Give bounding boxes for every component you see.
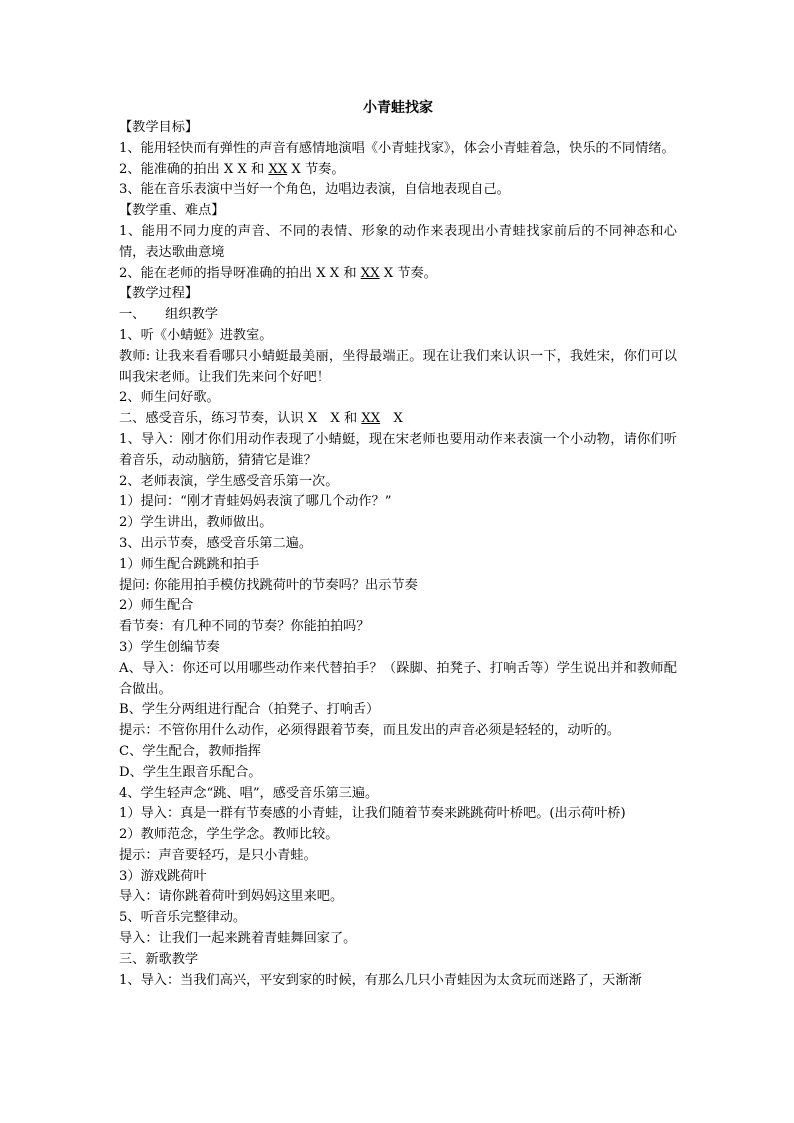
- process-line: D、学生生跟音乐配合。: [119, 764, 262, 780]
- key-point-2-text-a: 2、能在老师的指导呀准确的拍出 X X 和: [119, 265, 361, 281]
- process-line: 看节奏：有几种不同的节奏？你能拍拍吗？: [119, 619, 370, 635]
- goal-1: 1、能用轻快而有弹性的声音有感情地演唱《小青蛙找家》，体会小青蛙着急，快乐的不同情绪。: [119, 140, 675, 156]
- section-heading-key-points: 【教学重、难点】: [119, 203, 225, 219]
- goal-2-text-b: X 节奏。: [287, 161, 345, 177]
- goal-2-underlined: XX: [268, 161, 288, 177]
- process-line: 提示：声音要轻巧，是只小青蛙。: [119, 847, 317, 863]
- key-point-2: [119, 264, 677, 285]
- process-line: 1、导入：当我们高兴，平安到家的时候，有那么几只小青蛙因为太贪玩而迷路了，天渐渐: [119, 972, 642, 988]
- section-heading-process: 【教学过程】: [119, 286, 199, 302]
- key-point-2-underlined: XX: [360, 265, 380, 281]
- section-heading-goals: 【教学目标】: [119, 120, 199, 135]
- process-line: 2）学生讲出，教师做出。: [119, 515, 273, 531]
- process-line: 2）师生配合: [119, 598, 194, 614]
- process-line: 1）师生配合跳跳和拍手: [119, 556, 260, 572]
- goal-2: [119, 160, 677, 181]
- goal-2-text-a: 2、能准确的拍出 X X 和: [119, 161, 269, 177]
- document-title: 小青蛙找家: [363, 100, 433, 116]
- process-line: 提问: 你能用拍手模仿找跳荷叶的节奏吗？出示节奏: [119, 577, 418, 593]
- process-line: B、学生分两组进行配合（拍凳子、打响舌）: [119, 702, 380, 718]
- process-line: 1）提问：“刚才青蛙妈妈表演了哪几个动作？”: [119, 494, 392, 510]
- goal-3: 3、能在音乐表演中当好一个角色，边唱边表演，自信地表现自己。: [119, 182, 510, 198]
- process-line-text-b: X: [380, 411, 403, 427]
- process-line: 2）教师范念，学生学念。教师比较。: [119, 827, 339, 843]
- process-line-underlined: XX: [361, 411, 381, 427]
- process-line: 提示：不管你用什么动作，必须得跟着节奏，而且发出的声音必须是轻轻的，动听的。: [119, 723, 621, 739]
- process-line: 导入：让我们一起来跳着青蛙舞回家了。: [119, 931, 357, 947]
- process-line: [119, 409, 677, 430]
- process-line: 3、出示节奏，感受音乐第二遍。: [119, 535, 313, 551]
- process-line: 2、师生问好歌。: [119, 390, 220, 406]
- document-page: [119, 98, 677, 991]
- key-point-1: 1、能用不同力度的声音、不同的表情、形象的动作来表现出小青蛙找家前后的不同神态和心情，表达歌曲意境: [119, 223, 677, 260]
- process-line: 5、听音乐完整律动。: [119, 910, 247, 926]
- process-line-text-a: 二、感受音乐，练习节奏，认识 X X 和: [119, 411, 362, 427]
- process-line: 1、听《小蜻蜓》进教室。: [119, 327, 273, 343]
- process-line: 1）导入：真是一群有节奏感的小青蛙，让我们随着节奏来跳跳荷叶桥吧。(出示荷叶桥): [119, 806, 626, 822]
- process-line: 2、老师表演，学生感受音乐第一次。: [119, 473, 339, 489]
- process-line: 3）游戏跳荷叶: [119, 868, 207, 884]
- process-line: 4、学生轻声念“跳、唱”，感受音乐第三遍。: [119, 785, 379, 801]
- process-line: 1、导入：刚才你们用动作表现了小蜻蜓，现在宋老师也要用动作来表演一个小动物，请你们听着音乐，动动脑筋，猜猜它是谁？: [119, 431, 677, 468]
- process-line: A、导入：你还可以用哪些动作来代替拍手？（跺脚、拍凳子、打响舌等）学生说出并和教师配合做出。: [119, 660, 677, 697]
- key-point-2-text-b: X 节奏。: [379, 265, 437, 281]
- process-line: 一、 组织教学: [119, 307, 218, 323]
- process-line: 3）学生创编节奏: [119, 639, 220, 655]
- process-line: C、学生配合，教师指挥: [119, 743, 261, 759]
- process-line: 教师: 让我来看看哪只小蜻蜓最美丽，坐得最端正。现在让我们来认识一下，我姓宋，你们可以叫我宋老师。让我们先来问个好吧！: [119, 348, 677, 385]
- process-line: 导入：请你跳着荷叶到妈妈这里来吧。: [119, 889, 344, 905]
- process-line: 三、新歌教学: [119, 951, 199, 967]
